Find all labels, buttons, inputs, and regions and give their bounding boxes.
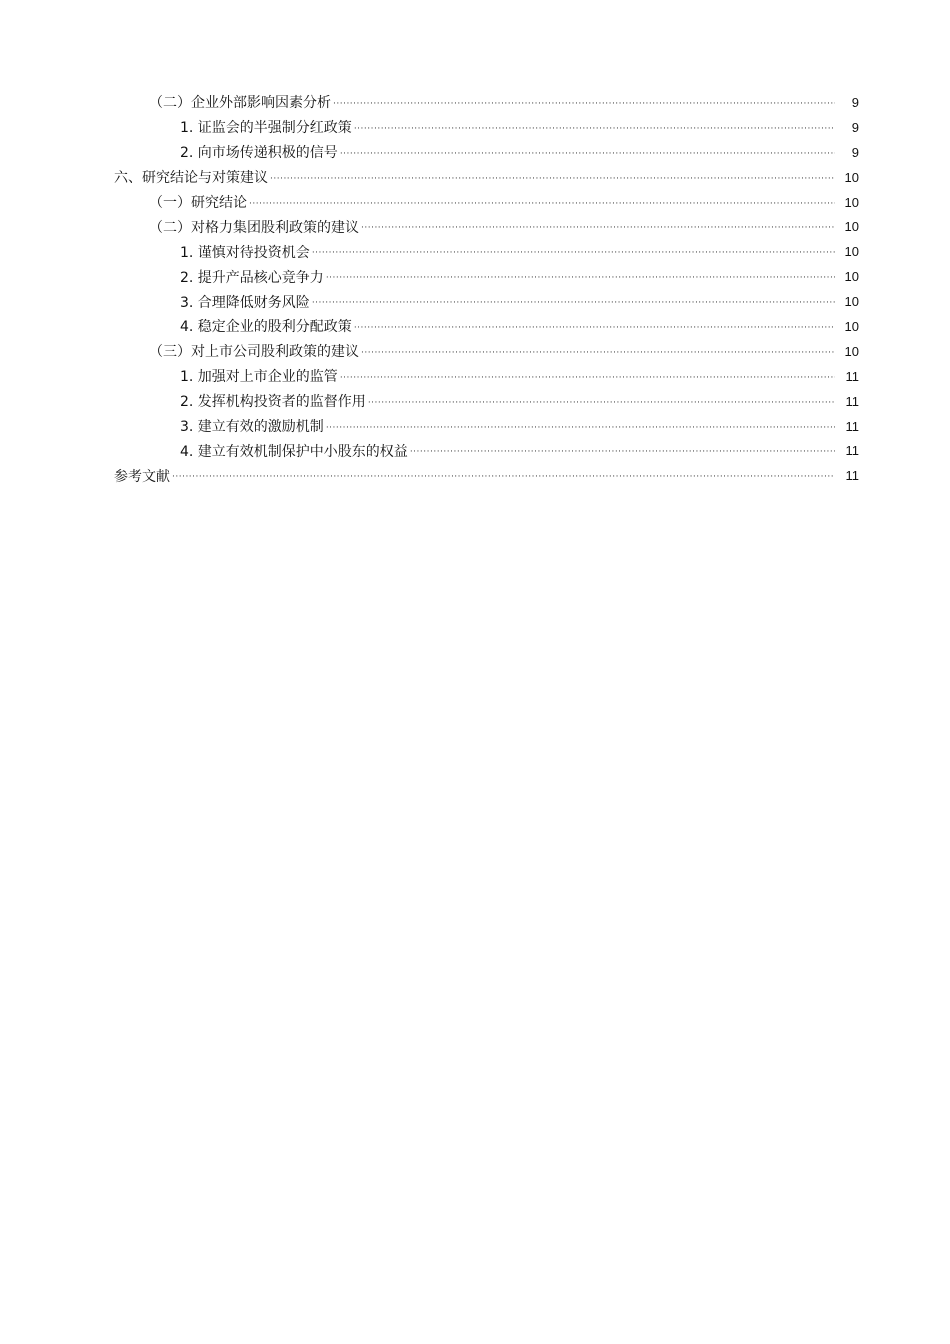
toc-entry[interactable]	[0, 90, 950, 115]
toc-entry-title: （一）研究结论	[149, 195, 247, 211]
toc-entry-title: 3. 建立有效的激励机制	[180, 419, 324, 436]
toc-entry-page: 9	[851, 144, 859, 160]
toc-entry[interactable]	[0, 190, 950, 215]
toc-entry-page: 11	[845, 468, 859, 484]
toc-entry-title: 1. 证监会的半强制分红政策	[180, 120, 352, 137]
toc-entry-title: 2. 提升产品核心竞争力	[180, 269, 324, 286]
toc-entry-title: （二）企业外部影响因素分析	[149, 95, 331, 112]
toc-dot-leader	[249, 200, 835, 209]
toc-entry[interactable]	[0, 165, 950, 190]
toc-entry[interactable]	[0, 364, 950, 389]
toc-entry-page: 11	[845, 368, 859, 384]
table-of-contents	[0, 90, 950, 488]
toc-entry-page: 11	[845, 393, 859, 409]
toc-entry[interactable]	[0, 389, 950, 414]
toc-entry-page: 10	[844, 294, 859, 310]
toc-entry-title: （二）对格力集团股利政策的建议	[149, 219, 359, 236]
toc-dot-leader	[361, 349, 835, 358]
toc-dot-leader	[340, 374, 835, 383]
toc-dot-leader	[312, 249, 835, 258]
toc-entry[interactable]	[0, 414, 950, 439]
toc-entry-title: 1. 谨慎对待投资机会	[180, 244, 310, 261]
toc-dot-leader	[333, 100, 835, 109]
toc-entry[interactable]	[0, 239, 950, 264]
toc-dot-leader	[172, 473, 835, 482]
toc-dot-leader	[270, 175, 835, 184]
toc-dot-leader	[326, 424, 835, 433]
toc-entry-title: 2. 向市场传递积极的信号	[180, 145, 338, 162]
toc-entry-page: 10	[844, 169, 859, 185]
toc-dot-leader	[312, 299, 835, 308]
toc-entry[interactable]	[0, 140, 950, 165]
toc-entry-page: 10	[844, 318, 859, 334]
toc-dot-leader	[410, 448, 835, 457]
toc-entry-page: 9	[851, 94, 859, 110]
toc-entry-title: 3. 合理降低财务风险	[180, 294, 310, 311]
toc-dot-leader	[354, 125, 835, 134]
toc-entry-page: 10	[844, 244, 859, 260]
toc-entry-title: （三）对上市公司股利政策的建议	[149, 344, 359, 361]
toc-entry-title: 4. 稳定企业的股利分配政策	[180, 319, 352, 336]
toc-entry[interactable]	[0, 339, 950, 364]
toc-dot-leader	[361, 224, 835, 233]
toc-entry-page: 10	[844, 269, 859, 285]
toc-entry[interactable]	[0, 289, 950, 314]
toc-entry-page: 10	[844, 194, 859, 210]
toc-entry[interactable]	[0, 314, 950, 339]
toc-entry-page: 9	[851, 119, 859, 135]
toc-entry-page: 11	[845, 418, 859, 434]
toc-dot-leader	[340, 150, 835, 159]
toc-entry-title: 1. 加强对上市企业的监管	[180, 369, 338, 386]
toc-entry[interactable]	[0, 115, 950, 140]
toc-entry[interactable]	[0, 264, 950, 289]
toc-entry[interactable]	[0, 463, 950, 488]
toc-dot-leader	[368, 399, 835, 408]
toc-dot-leader	[354, 324, 835, 333]
toc-entry[interactable]	[0, 214, 950, 239]
toc-entry-page: 11	[845, 443, 859, 459]
toc-dot-leader	[326, 274, 835, 283]
toc-entry-title: 六、研究结论与对策建议	[114, 170, 268, 187]
toc-entry-title: 2. 发挥机构投资者的监督作用	[180, 394, 366, 411]
toc-entry-page: 10	[844, 219, 859, 235]
toc-entry[interactable]	[0, 438, 950, 463]
toc-entry-title: 4. 建立有效机制保护中小股东的权益	[180, 443, 408, 460]
toc-entry-title: 参考文献	[114, 468, 170, 485]
toc-entry-page: 10	[844, 343, 859, 359]
